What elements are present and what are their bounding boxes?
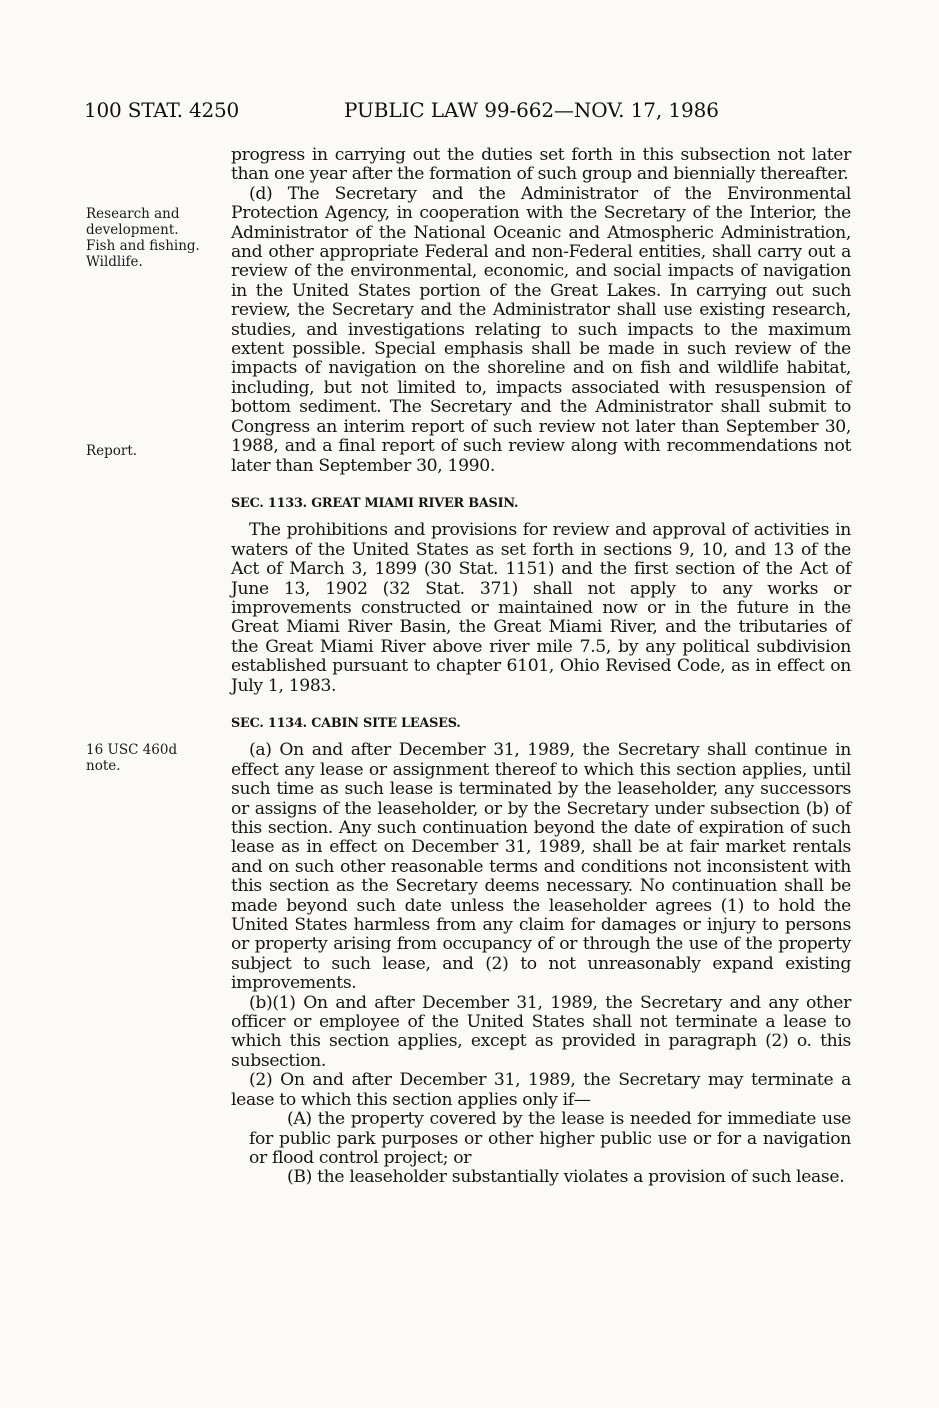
section-1134-heading: SEC. 1134. CABIN SITE LEASES. xyxy=(231,715,461,731)
margin-note-usc xyxy=(86,742,226,774)
margin-note-line: 16 USC 460d xyxy=(86,742,178,758)
page-header xyxy=(0,98,939,130)
section-1133-text: The prohibitions and provisions for review and approval of activities in waters of the United States as set forth in sections 9, 10, and 13 of the Act of March 3, 1899 (30 Stat. 1151) and the first section of the Act of June 13, 1902 (32 Stat. 371) shall not apply to any works or improvements constructed or maintained now or in the future in the Great Miami River Basin, the Great Miami River, and the tributaries of the Great Miami River above river mile 7.5, by any political subdivision established pursuant to chapter 6101, Ohio Revised Code, as in effect on July 1, 1983. xyxy=(231,520,851,696)
margin-note-line: development. xyxy=(86,222,179,238)
margin-note-line: note. xyxy=(86,758,121,774)
section-1134-b2: (2) On and after December 31, 1989, the Secretary may terminate a lease to which this section applies only if— xyxy=(231,1070,851,1110)
margin-note-research xyxy=(86,206,226,270)
margin-note-line: Research and xyxy=(86,206,180,222)
section-1133-heading: SEC. 1133. GREAT MIAMI RIVER BASIN. xyxy=(231,495,519,511)
public-law-title: PUBLIC LAW 99-662—NOV. 17, 1986 xyxy=(344,98,719,122)
margin-note-line: Fish and fishing. xyxy=(86,238,200,254)
section-1134-b2-B: (B) the leaseholder substantially violates a provision of such lease. xyxy=(287,1167,845,1188)
margin-note-line: Report. xyxy=(86,443,138,459)
paragraph-d: (d) The Secretary and the Administrator of the Environmental Protection Agency, in cooperation with the Secretary of the Interior, the Administrator of the National Oceanic and Atmospheric Administration, and other appropriate Federal and non-Federal entities, shall carry out a review of the environmental, economic, and social impacts of navigation in the United States portion of the Great Lakes. In carrying out such review, the Secretary and the Administrator shall use existing research, studies, and investigations relating to such impacts to the maximum extent possible. Special emphasis shall be made in such review of the impacts of navigation on the shoreline and on fish and wildlife habitat, including, but not limited to, impacts associated with resuspension of bottom sediment. The Secretary and the Administrator shall submit to Congress an interim report of such review not later than September 30, 1988, and a final report of such review along with recommendations not later than September 30, 1990. xyxy=(231,183,851,476)
body-text xyxy=(231,146,851,1188)
section-1134-a: (a) On and after December 31, 1989, the Secretary shall continue in effect any lease or assignment thereof to which this section applies, until such time as such lease is terminated by the leaseholder, any successors or assigns of the leaseholder, or by the Secretary under subsection (b) of this section. Any such continuation beyond the date of expiration of such lease as in effect on December 31, 1989, shall be at fair market rentals and on such other reasonable terms and conditions not inconsistent with this section as the Secretary deems necessary. No continuation shall be made beyond such date unless the leaseholder agrees (1) to hold the United States harmless from any claim for damages or injury to persons or property arising from occupancy of or through the use of the property subject to such lease, and (2) to not unreasonably expand existing improvements. xyxy=(231,740,851,994)
stat-page-number: 100 STAT. 4250 xyxy=(84,98,240,122)
margin-note-report xyxy=(86,443,226,459)
paragraph-continued: progress in carrying out the duties set forth in this subsection not later than one year after the formation of such group and biennially thereafter. xyxy=(231,145,851,185)
section-1134-b2-A: (A) the property covered by the lease is needed for immediate use for public park purposes or other higher public use or for a navigation or flood control project; or xyxy=(249,1109,851,1168)
section-1134-b1: (b)(1) On and after December 31, 1989, the Secretary and any other officer or employee of the United States shall not terminate a lease to which this section applies, except as provided in paragraph (2) o. this subsection. xyxy=(231,992,851,1071)
margin-note-line: Wildlife. xyxy=(86,254,143,270)
